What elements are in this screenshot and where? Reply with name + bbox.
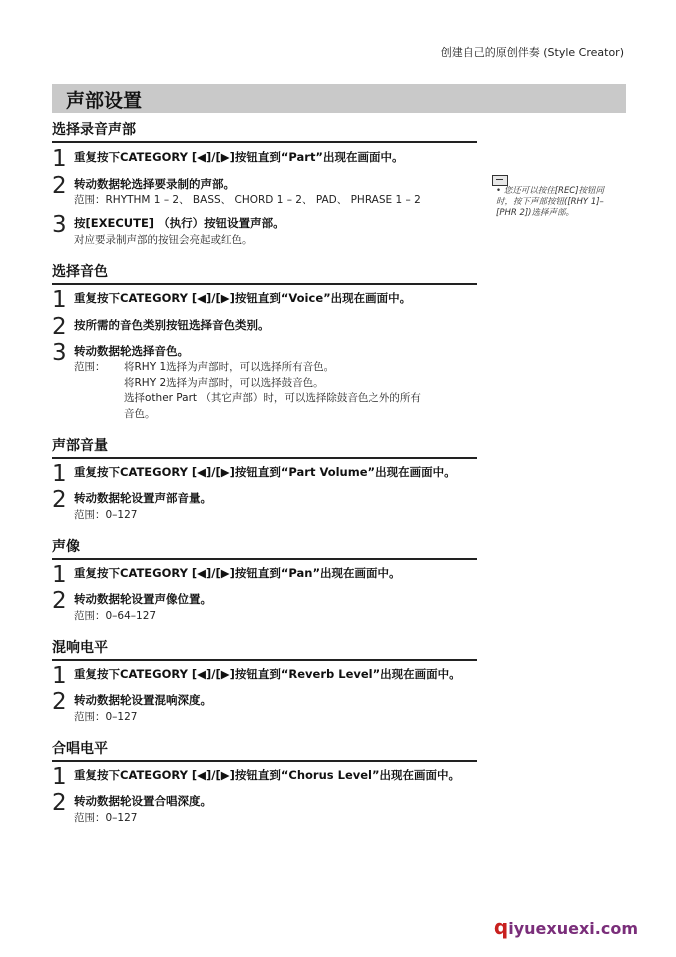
step-number: 3	[52, 340, 67, 366]
section-divider	[52, 283, 477, 285]
step-range: 范围：0–64–127	[74, 610, 157, 622]
step-range: 范围：0–127	[74, 711, 138, 723]
step-text: 转动数据轮选择要录制的声部。	[74, 177, 235, 191]
section-chorus-level	[52, 739, 477, 829]
step-text: 转动数据轮设置合唱深度。	[74, 794, 212, 808]
section-pan	[52, 537, 477, 627]
step-text: 按[EXECUTE] （执行）按钮设置声部。	[74, 216, 285, 230]
page-title-bar	[52, 84, 626, 113]
step-text: 重复按下CATEGORY [◀]/[▶]按钮直到“Pan”出现在画面中。	[74, 566, 401, 580]
step-text: 按所需的音色类别按钮选择音色类别。	[74, 318, 270, 332]
step-range: 范围：0–127	[74, 509, 138, 521]
section-reverb-level	[52, 638, 477, 728]
step-number: 1	[52, 663, 67, 689]
step-number: 2	[52, 487, 67, 513]
section-part-volume	[52, 436, 477, 526]
side-note	[492, 175, 630, 219]
section-title: 选择录音声部	[52, 122, 136, 138]
page-title: 声部设置	[66, 90, 143, 112]
range-line: 将RHY 2选择为声部时，可以选择鼓音色。	[124, 376, 324, 389]
step-number: 2	[52, 588, 67, 614]
step-range: 范围：RHYTHM 1 – 2、 BASS、 CHORD 1 – 2、 PAD、 PHRASE 1 – 2	[74, 194, 421, 206]
step-text: 重复按下CATEGORY [◀]/[▶]按钮直到“Voice”出现在画面中。	[74, 291, 412, 305]
note-line: [PHR 2])选择声部。	[496, 208, 574, 218]
step-detail: 对应要录制声部的按钮会亮起或红色。	[74, 234, 253, 246]
step-number: 1	[52, 461, 67, 487]
section-title: 声像	[52, 539, 80, 555]
step-text: 重复按下CATEGORY [◀]/[▶]按钮直到“Part Volume”出现在画面中。	[74, 465, 456, 479]
range-line: 将RHY 1选择为声部时，可以选择所有音色。	[124, 361, 335, 373]
section-divider	[52, 141, 477, 143]
step-number: 1	[52, 287, 67, 313]
range-line: 选择other Part （其它声部）时，可以选择除鼓音色之外的所有	[124, 392, 421, 404]
range-line: 音色。	[124, 407, 156, 420]
note-line: 时，按下声部按钮([RHY 1]–	[496, 197, 604, 207]
step-text: 转动数据轮设置混响深度。	[74, 693, 212, 707]
step-number: 1	[52, 562, 67, 588]
section-divider	[52, 760, 477, 762]
step-number: 2	[52, 790, 67, 816]
range-label: 范围：	[74, 361, 106, 373]
step-number: 3	[52, 212, 67, 238]
range-block	[74, 360, 484, 424]
section-divider	[52, 659, 477, 661]
note-icon	[492, 175, 508, 186]
step-number: 2	[52, 689, 67, 715]
step-text: 重复按下CATEGORY [◀]/[▶]按钮直到“Reverb Level”出现在画面中。	[74, 667, 461, 681]
section-title: 混响电平	[52, 640, 108, 656]
step-text: 转动数据轮设置声部音量。	[74, 491, 212, 505]
section-divider	[52, 558, 477, 560]
step-number: 1	[52, 146, 67, 172]
step-range: 范围：0–127	[74, 812, 138, 824]
section-select-record-part	[52, 120, 477, 250]
section-select-voice	[52, 262, 477, 427]
step-text: 重复按下CATEGORY [◀]/[▶]按钮直到“Part”出现在画面中。	[74, 150, 404, 164]
step-text: 转动数据轮选择音色。	[74, 344, 189, 358]
watermark-text: iyuexuexi.com	[508, 919, 638, 938]
step-number: 2	[52, 173, 67, 199]
step-text: 重复按下CATEGORY [◀]/[▶]按钮直到“Chorus Level”出现在画面中。	[74, 768, 461, 782]
running-header: 创建自己的原创伴奏 (Style Creator)	[440, 46, 624, 59]
step-number: 1	[52, 764, 67, 790]
note-line: • 您还可以按住[REC]按钮同	[496, 186, 605, 196]
watermark-logo	[494, 915, 638, 939]
section-title: 声部音量	[52, 438, 108, 454]
step-text: 转动数据轮设置声像位置。	[74, 592, 212, 606]
section-title: 合唱电平	[52, 741, 108, 757]
section-divider	[52, 457, 477, 459]
step-number: 2	[52, 314, 67, 340]
watermark-q: q	[493, 915, 509, 939]
section-title: 选择音色	[52, 264, 108, 280]
